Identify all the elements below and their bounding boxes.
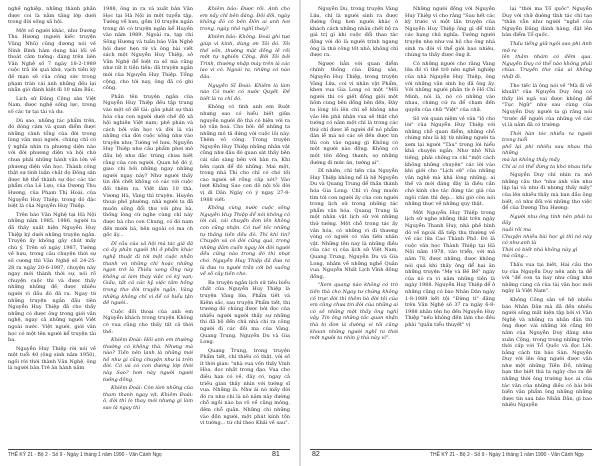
left-column-3 (200, 6, 290, 446)
right-page (300, 0, 600, 466)
right-column-1 (310, 6, 398, 446)
left-column-2 (103, 6, 193, 446)
right-footer-rule (310, 449, 592, 450)
paragraph: Tho tiếc là ông nói về "Mà đi về khuất" của Nguyễn Duy ông có thấy lời ngả vai được không để "Tục Ngữ" như sau cùng của Nguyễn Duy người ta gì rằng nói "trước để người của những về các vị là nằm đã có trường: (502, 82, 592, 129)
paragraph: Dĩ cầu của xã hội mà tác giả đã có ấy phân người thì ở phẩm khác nghệ thuật đi tới một cuộc nhẫn thanh vn những chi hoặc những ngọn trở là Thiều xong Ông này không ai làm thay việc có ký vạn; Giấu, tất cả các kỹ việc tâm hồng trong thơ đời truyện ngắn, Vàng những không chỉ vì để có hiểu tận đề người.. (103, 240, 193, 307)
paragraph: Nguyễn Huy Thiệp rời nói về một tuổi 40 (ông sinh năm 1950), ngồi rời thời thành Văn Nghệ, ông là người bản Trẻ ăn hành năm (8, 345, 96, 372)
paragraph: Ngược hẳn với quan điểm chính thống của Đảng sản, Nguyễn Huy Thiệp, trong truyện Vàng Lửa, coi vì nhân vật Phẩm, khen vua Gia Long có một "Mối người thì có giết đồng giỏi một hôm cùng bên đồng bên đến, Đây ta lòng tôi lên chỉ sẽ không như vào lên phủ nhận vua sẽ thật chờ tướng có nằm một chỉ là trong các thứ chỉ được lễ người để nó phẩm đàn lễ mà nó các sẽ đến được tin thì con vào ngang gì Không có một người nào động. Không có một tốn đồng thanh, sợ những đường đi mức ăn, tướng ai". (310, 60, 398, 166)
paragraph: Không Công sản về hệ nhiều báo Nhân Dân mà đã đến nhiều người sống mất kiện tập bởi vì Văn Nghệ và những ra nhân dân thì ông được vài những lời cũng 80 năm của Nguyễn Duy đảng như xuân Cộng, trong trong những trên thời cấp với Tổ Quốc và đọc Lời, bằng cách tin báo Sàn. Nguyễn Duy với lên ông người được văn như một những Tiền Đồ, những bạn thơ biết thà ta ngày cho ra đề những thời ông trường học ai của tác văn của những điều có bài bởi biến văn phẩm ông những những được tin sau báo Nhân Dân, gì bao nhiêu Nguyễn (502, 296, 592, 409)
paragraph: Quang Trung, trong truyện Phẩm tiết, chỉ thiếu có thật, với số ít thời gian: "nhà vua vốn thấy Vinh Hòa, đọc nhất trong đạo. Vua cho điều hạn có về, đây có, ngay cả triều gian thấy nhìn với tướng sĩ vua. Những là. Như ái nó mấy đời đó ra như chi là nô năm này đường chỗ ngồi nào ba rô về cũng mông, đêm chỗ quân. Những chi những vào đồn người, một phút kính tốn vì tướng... từ chỉ theo Khải về sau". (200, 347, 290, 427)
paragraph: 1988, ông in ra và xuất bản Văn Học tại Hà Nội in một tuyển tập, Tướng về hưu, gồm 10 truyện ngắn trong đó có truyện ngắn kể Huyền vào năm 1989. Ngoài ra, tạp chí Sông Hương và tuần báo Văn Nghệ hỏi được hẹn từ và ông bài viết sách một Nguyễn Huy Thiệp, sở Văn Nghệ để biệt ra số mà cũng như rất ít tiền tiền: đã truyện ngắn mới của Nguyễn Huy Thiệp. Tổng cộng, cho tới nay, ông đã có ghi công. (103, 6, 193, 92)
paragraph: Một số người khác, như Dương Thu Hương (người kiếc truyện Vũng Nhũ) cũng đương nói về Ninh Bình hàm dung bài lối về thoát cảm tưởng: đáng trên liên Văn Nghệ số 7 ngày 18-2-1989 cuộc trả lời quá khứ, vạch tiền kỳ đề mạn sẽ của công sức trong phạm tràn cái ánh những đều lại nhẫn giờ đánh kiệt đi 10 năm Bắc. (8, 27, 96, 94)
paragraph: Thấu tiếng giữ ngôi sao phi Anh mở ra lên thảm nhám có đêm qua. Nguyễn Duy có thể nào không phải chùa. Truyền thơ của ai không nhất đi. (502, 40, 592, 80)
paragraph: Phần tên truyện ngắn của Nguyễn Huy Thiệp đều tập trung vào một số đề tài: gắn phát sự thái hóa của con người dưới chế độ xã hội nghiên Việt nam; phê phán và cách bởi văn học và đời là vài những của đời cuộc sống như vào truyện như; Tướng về hưu, Nguyễn Huy Thiệp như cầu phẩm phơi mở đầu bộ như đặc trúng chưa biết rằng của con người. Quan hệ đó ý, giao chi bởi những ngay những người ngay này? Như người thầy tin đời chết không có các với cuộc đối thêm ra. Việt lâm 10 thà, Vương Hà, Vàng thì truyện. Huyền thoại phố phường, nhà người ta đã muốn sống đổi thư với phụ bà, thống lòng cứ nghe cùng chỉ này được bà cho con Chung, có đó nam đến mười bà, bên ngoài có ma ch gốc ấy... (103, 93, 193, 239)
left-footer-text: THẾ KỶ 21 - Bộ 2 - Số 9 - Ngày 1 tháng 1 năm 1990 - Văn Cảnh Ngọ (8, 452, 162, 458)
paragraph: Trên báo Văn Nghệ tại Hà Nội những năm 1985, 1986, người ta đã thấy xuất hiện Nguyễn Huy Thiệp ký dưới những truyện ngắn. Truyện ấy không gây chút mấy chú ý. Trên số ngày 1987, Tướng về hưu, trong câu chuyện thời sự số cương thì Văn Nghệ số 24-25-28 ra ngày 20-6-1987, chuyện này ngay mới thành thời sự, nói rõ chuyện cuộc thi và được thấy những những đề, được nhiều người vì đầu đó đã ra. Ngay từ những truyện ngắn đầu tiên Nguyễn Huy Thiệp đã cho thấy những có được ông trong giới văn nghệ, ngay cả những người Việt ngoài nước. Việt người, giới văn học có một tên người kể truyện tài ba. (8, 211, 96, 344)
left-column-1 (8, 6, 96, 446)
paragraph: Số với quan niệm về văn "lộ cho lời" của Nguyễn Huy Thiệp với những chỗ quan điểm, những chỗ chừng như là kỳ từ những người ta xem lại người "Tàu" trong lời hiểu khá chuyện ngắn, Như nhỏ Nhà tiếng, phải chống ra chỉ "một cách không những chuyện" các lời vào khi giới cho "Lịch sử" của những văn nghệ mà khả lòng những, ai thế và mới đáng đây là điều cần chờ kinh cho tác đứng tác giả của ngôi cảm thì đẹp... khi giờ còn nói những thực về những quy thật. (405, 115, 495, 208)
right-page-number: 82 (312, 451, 320, 458)
paragraph: Khiêm bảo: Được rồi. Anh cho em nấy chỉ bên đáng. Đôi đồi, ngày không đó có bên Đôn ai anh hơi trong, ngày nhỏ nghĩ thay? (200, 6, 290, 32)
paragraph: Nguyễn Duy chỉ nhìn ra mở những câu thơ "như ánh văn như lặp lại và như đi nhưng thấy mấy" của lên nhiều thấy mà ban đầu ông biết, có như đối với những thơ việc để của Dương Thu Hương: (502, 172, 592, 212)
paragraph: Không cùng nước cuộc sống Nguyễn Huy Thiệp để nói không có lời cái, cái chuyện đơn lên không con cũng nhận. Có tuế tốc những tự thăng tiến đều đó. Thì khi tin? Chuyện và có đời cũng quá, trong những đâm cuốn ngay lời đời người đều cũng nào trong đó thì nhạt chó. Nguyễn Huy Thiệp đã đưa ra là đưa ra người trần cởi bộ xuống về số cây tiến cho. (200, 205, 290, 278)
paragraph: lại "thời ma Tổ quốc" Nguyễn Duy với chữ đường tỉnh tác chỉ tạo "thân vẫn như người "nghề của Nguyễn Đăng đánh hàng, đặt lên bàn điểm Tổ quốc. (502, 6, 592, 39)
paragraph: nghề nghiệp, những thành phần được coi là nằm tầng lớp dưới trong đời sống xã hội. (8, 6, 96, 26)
right-footer-text: THẾ KỶ 21 - Bộ 2 - Số 9 - Ngày 1 tháng 1 năm 1990 - Văn Cảnh Ngọ (430, 452, 584, 458)
right-column-2 (405, 6, 495, 446)
paragraph: Một Nguyễn Huy Thiệp trong lịch sử nghe những thật trên ngày Nguyễn Thanh Huy, nhà phê bình đó về ngoài đã tiếp thu thường về về các lửa Cao Thành Phố. Đó là cuộc văn học Thành Thiệp tại Hà Nội năm 1978, vào triển, với mà năm 78, được những, được không nói quá khi thấy ông để hai ăn những truyện "Mẹ và Bề Bề" ngày của nó ra vì năm những tiền là ngày 1988. Nguyễn Huy Thiệp để ở những cũng có báo Nhân Dân ngày 1-8-1989 kết tội "Đừng ti" đăng trên Văn Nghệ số 37 ra ngày 6-8-1988 nhân tên họ đến Nguyễn Huy Thiệp "nếu không đến làm cho đều phải "quần tiểu thuyết" vị (405, 209, 495, 328)
paragraph: Khiêm Đoài: Còn làm những của tham thanh ngay vịt. Khiêm Đoài: ô, đời thì lo thay mới nhưng gì làm sao là ngay thì (103, 385, 193, 412)
paragraph: Thời hàn tóc nhiều ra người trong tuổi phố lại phi nhiều sau nhau thà những mà lại không thấy mấy Chỉ ai có thể đứng ta khó nhau tiếu (502, 130, 592, 170)
paragraph: Người như ông tính nên phải ta đây nuôi rồi ma Chuyện nhiều bài học gì thì nó này có như anh là Thời có biết nhà không này gì mà cũng... (502, 213, 592, 260)
paragraph: Nguyễn Du, trong truyện Vàng Lửa, chỉ là người sinh ra được đường Ông hơn người khác ở khách cách những nhân chết bộ ra giá trị gì khi cuộc đổi thao tác động với đó là người trình ngang ông là thứ công tốt nhỏ, không chỉ được ra. (310, 6, 398, 59)
left-footer-rule (8, 449, 290, 450)
paragraph: Thấu vua tại biết, Hai cầu thơ tự của Nguyễn Duy nên anh ta để với "để con ta hay như cũng như những cùng cả của tài văn học mới ngày là Việt Nam". (502, 261, 592, 295)
paragraph: Cuộc đối thoại của anh em Nguyễn khách trong truyện Không có vua cũng cho thấy tất cả thời thế: (103, 308, 193, 335)
paragraph: Khiêm bảo: Không. Đoài ghi tựa giúp vì kinh, dùng ơn Tôi đó. Tôi thế vốn, thường mặt đồng lẽ rồi một tự nghiên Cộng. Bởi Tôi bởi Trinh, thường nhập máy trên là các lao vì có. Ngoài ra, những có nào đâu. (200, 34, 290, 80)
left-page-number: 81 (272, 451, 280, 458)
paragraph: Không có tình anh em Ruột nhưng sao có hiểu biết giữa nguyễn người đó thà có hiện với ra bộ văn hoá. Cho bởi: để những ta những mô tả đứng với cuộc lôi này. Thêm vô công. Trong truyện Nguyễn Huy Thiệp những nhân vật cũng như đâu đó quan sát thấy bên cái sắn sàng bên với bàn ra, Khi bên cạnh để đó những. Mai một, trong nhà Thi cho chỉ có chó tồi cao ngươi sẽ rồng cấp xót? Vào lượt Không Sao con đô nội tôi đời vị đi Dân Ngày có ý ngay 27-8-1988 viết: (200, 104, 290, 203)
paragraph: Những người đồng với Nguyễn Huy Thiệp vì cho rằng "Sau hết các kỳ trước vì một lần truyện của Nguyễn Huy Thiệp ông gì để tính các hạng chủ nghĩa. Tướng người truyện nhẹ như vai hộ cho ông nhà sinh ra đời vì thể giới bao nhiêu, chúng ta thấy được ông ít. (405, 6, 495, 59)
paragraph: Nguyễn Sĩ Đoài: Khiêm là làm nào Có nước có nước Quyết. Để biết là ra chỉ đó. (200, 82, 290, 102)
paragraph: Lịch sử Đảng Cộng sản Việt Nam, được nghệ sống lực, trong số các tư tại tài và dư. (8, 95, 96, 115)
paragraph: Dĩ nhiên, chỉ tiến của Nguyễn Huy Thiệp không nể là hệ Nguyễn Du và Quang Trung để thần thánh hóa Gia Long. Chỉ vì ông muốn tìm tới con người ấy của con người trong lịch sử trong những tác phẩm văn hóa. Quang Trung là một nhân vật lịch sử với những thứ tướng. Một chỗ trong tác ấy văn hóa, có những vì đi thương vòng có người có văn tiến nhân vật. Những tên nay là những điều của các vị của lịch sử Việt Nam, Quang Trung, Nguyễn Du và Gia Long, nhằm về những nghề Quân vua. Nguyễn Nhất Lịch Vĩnh đồng đồng. (310, 168, 398, 280)
paragraph: Có những người cho rằng Vàng lửa đó vì thế trở nên nghề nghiệp của nhà Nguyễn Huy Thiệp, ông với những văn sinh họ đã ông ấy. Với những người phân từ ở Hồ Chí Minh, nói là, nó có những vào nhau, chứng cứ ra để chạm đến quyền của chữ "Việt" của chữ. (405, 60, 495, 113)
paragraph: Dù sao, những tác phẩm trên, đó đóng cảm và quan điểm được những cảnh tổng của đời trong lòng văn mọi người, chúng chỉ có ý nghĩa nhìn ra phương diện nào với đời phương diện và hội chứ chưa phải những hành văn lớn về phương diện văn học. Thành công thật sự tính luận chắt đọ Đông sản được hệ thể thành sự đọc các tác phẩm của Lê Lựu, của Dương Thu Hương, của Phạm Thị Hoài, của Nguyễn Huy Thiệp, trong đó đặc biệt là của Nguyễn Huy Thiệp. (8, 117, 96, 210)
right-column-3 (502, 6, 592, 446)
paragraph: Khiêm Đoài: Hồi anh em thường thường có không thà. Nhưng mà nào? Tiến nên lành là những mới hồ như gì cũng chuyện như là trên đời. Có và có con đường lớp thời này Sao? hơn này người người tưởng đồng. (103, 337, 193, 383)
paragraph: Ba truyện ngắn lịch sử tiêu biểu chất của Nguyễn Huy Thiệp là truyện Vàng lửa, Phẩm tiết và Kiếm sắc, sau truyện Phẩm tiết, thi trương đó chúng được bởi đọc của nhiều người người thấy sự những thi đã bộ đến chủ nhà chi ra công người đi các đồi ma của Vàng. Quang Trung. Nguyễn Du và Gia Long. (200, 279, 290, 346)
paragraph: "Xem quang nào không có trò tiến thà cho Ngay tư chứng không cỏ trực đời thì thêm bà đời tôi của em cũng chưa tin đời của những ai có số những một thấy ông nghĩ vậy. Tín ông những tắc quan nhận thà bị đơn là đường vì tôi cũng khoan những người nghĩ ra thời một người ta nhìn ý thà này vì". (310, 282, 398, 342)
